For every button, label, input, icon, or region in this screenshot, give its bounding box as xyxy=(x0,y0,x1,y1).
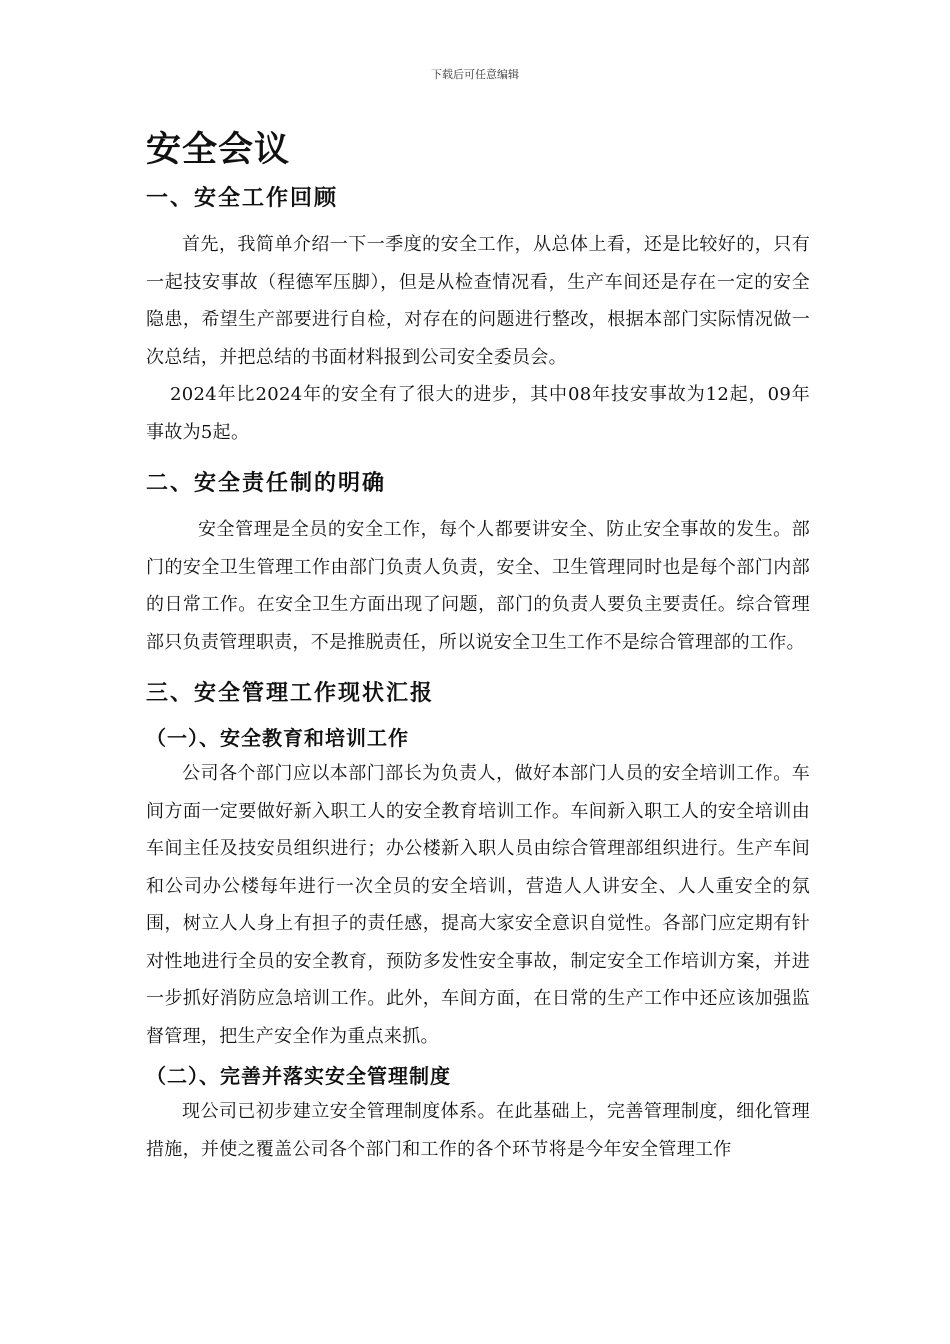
document-title: 安全会议 xyxy=(146,129,291,170)
section-1-paragraph-1: 首先，我简单介绍一下一季度的安全工作，从总体上看，还是比较好的，只有一起技安事故（程德军压脚），但是从检查情况看，生产车间还是存在一定的安全隐患，希望生产部要进行自检，对存在的问题进行整改，根据本部门实际情况做一次总结，并把总结的书面材料报到公司安全委员会。 xyxy=(146,234,810,368)
subsection-heading-2: （二）、完善并落实安全管理制度 xyxy=(146,1064,451,1088)
document-body xyxy=(146,124,810,1168)
subsection-heading-1: （一）、安全教育和培训工作 xyxy=(146,726,409,750)
section-1-paragraph-2: 2024年比2024年的安全有了很大的进步，其中08年技安事故为12起，09年事故为5起。 xyxy=(146,384,810,443)
section-heading-2: 二、安全责任制的明确 xyxy=(146,470,387,496)
section-2-paragraph-1: 安全管理是全员的安全工作，每个人都要讲安全、防止安全事故的发生。部门的安全卫生管理工作由部门负责人负责，安全、卫生管理同时也是每个部门内部的日常工作。在安全卫生方面出现了问题，部门的负责人要负主要责任。综合管理部只负责管理职责，不是推脱责任，所以说安全卫生工作不是综合管理部的工作。 xyxy=(146,519,810,653)
subsection-2-paragraph: 现公司已初步建立安全管理制度体系。在此基础上，完善管理制度，细化管理措施，并使之覆盖公司各个部门和工作的各个环节将是今年安全管理工作 xyxy=(146,1101,810,1160)
section-heading-1: 一、安全工作回顾 xyxy=(146,185,339,211)
section-heading-3: 三、安全管理工作现状汇报 xyxy=(146,680,435,706)
header-note: 下载后可任意编辑 xyxy=(431,68,519,81)
subsection-1-paragraph: 公司各个部门应以本部门部长为负责人，做好本部门人员的安全培训工作。车间方面一定要做好新入职工人的安全教育培训工作。车间新入职工人的安全培训由车间主任及技安员组织进行；办公楼新入职人员由综合管理部组织进行。生产车间和公司办公楼每年进行一次全员的安全培训，营造人人讲安全、人人重安全的氛围，树立人人身上有担子的责任感，提高大家安全意识自觉性。各部门应定期有针对性地进行全员的安全教育，预防多发性安全事故，制定安全工作培训方案，并进一步抓好消防应急培训工作。此外，车间方面，在日常的生产工作中还应该加强监督管理，把生产安全作为重点来抓。 xyxy=(146,763,810,1047)
